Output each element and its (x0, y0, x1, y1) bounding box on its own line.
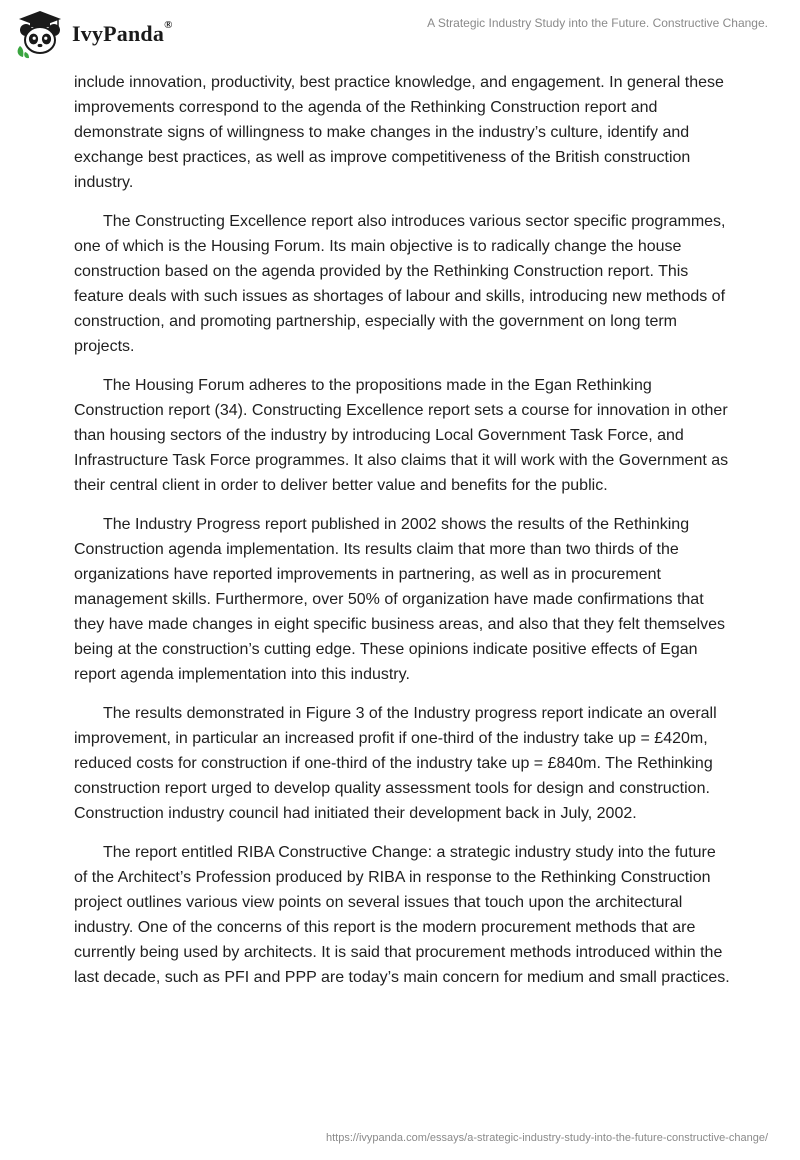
page-header (0, 0, 800, 70)
essay-body (74, 70, 730, 1004)
paragraph: The results demonstrated in Figure 3 of the Industry progress report indicate an overall improvement, in particular an increased profit if one-third of the industry take up = £420m, reduced costs for construction if one-third of the industry take up = £840m. The Rethinking construction report urged to develop quality assessment tools for design and construction. Construction industry council had initiated their development back in July, 2002. (74, 705, 717, 822)
source-url[interactable]: https://ivypanda.com/essays/a-strategic-industry-study-into-the-future-constructive-change/ (325, 1132, 768, 1144)
logo-wordmark: IvyPanda® (72, 19, 173, 46)
paragraph: The report entitled RIBA Constructive Change: a strategic industry study into the future of the Architect’s Profession produced by RIBA in response to the Rethinking Construction project outlines various view points on several issues that touch upon the architectural industry. One of the concerns of this report is the modern procurement methods that are currently being used by architects. It is said that procurement methods introduced within the last decade, such as PFI and PPP are today’s main concern for medium and small practices. (74, 844, 730, 986)
paragraph: The Housing Forum adheres to the propositions made in the Egan Rethinking Construction report (34). Constructing Excellence report sets a course for innovation in other than housing sectors of the industry by introducing Local Government Task Force, and Infrastructure Task Force programmes. It also claims that it will work with the Government as their central client in order to deliver better value and benefits for the public. (74, 377, 729, 494)
ivypanda-logo[interactable] (14, 8, 173, 60)
panda-graduate-icon (14, 8, 66, 60)
paragraph: The Constructing Excellence report also introduces various sector specific programmes, one of which is the Housing Forum. Its main objective is to radically change the house construction based on the agenda provided by the Rethinking Construction report. This feature deals with such issues as shortages of labour and skills, introducing new methods of construction, and promoting partnership, especially with the government on long term projects. (74, 213, 726, 355)
paragraph: include innovation, productivity, best practice knowledge, and engagement. In general these improvements correspond to the agenda of the Rethinking Construction report and demonstrate signs of willingness to make changes in the industry’s culture, identify and exchange best practices, as well as improve competitiveness of the British construction industry. (74, 74, 724, 191)
document-title: A Strategic Industry Study into the Future. Constructive Change. (427, 16, 768, 30)
paragraph: The Industry Progress report published in 2002 shows the results of the Rethinking Construction agenda implementation. Its results claim that more than two thirds of the organizations have reported improvements in partnering, as well as in procurement management skills. Furthermore, over 50% of organization have made confirmations that they have made changes in eight specific business areas, and also that they felt themselves being at the construction’s cutting edge. These opinions indicate positive effects of Egan report agenda implementation into this industry. (74, 516, 726, 683)
